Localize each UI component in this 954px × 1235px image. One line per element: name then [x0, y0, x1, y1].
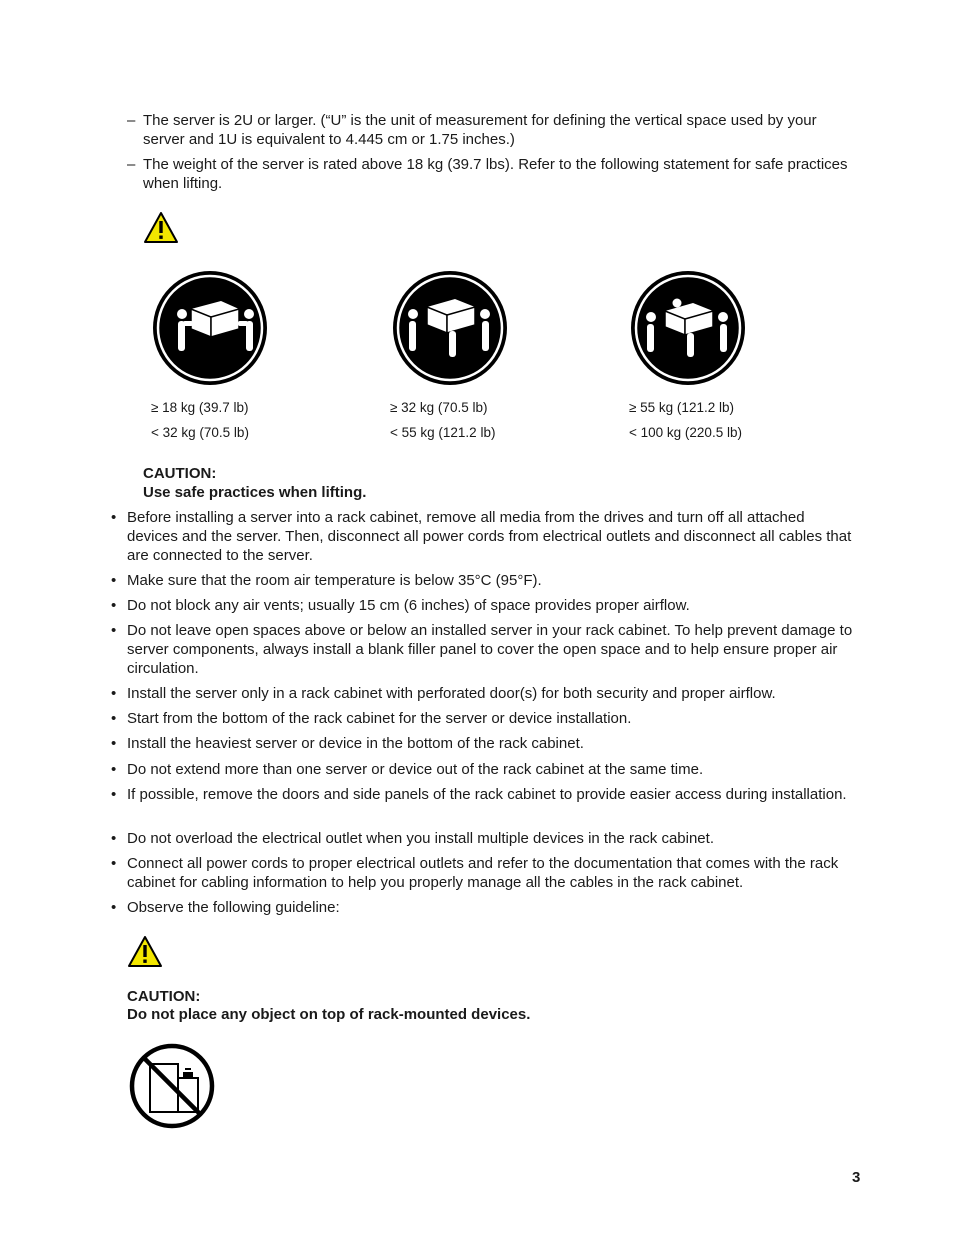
bullet-mark: •	[111, 761, 117, 778]
list-item-text: Do not leave open spaces above or below an installed server in your rack cabinet. To help prevent damage to server components, always install a blank filler panel to cover the open space and to help ensure proper air circulation.	[127, 622, 853, 677]
list-item-text: Before installing a server into a rack cabinet, remove all media from the drives and turn off all attached devices and the server. Then, disconnect all power cords from electrical outlets and disconnect all cables that are connected to the server.	[127, 509, 852, 564]
two-person-lift-icon	[151, 269, 269, 387]
caution-label: CAUTION:	[127, 988, 201, 1005]
bullet-mark: •	[111, 735, 117, 752]
bullet-mark: •	[111, 685, 117, 702]
list-item-text: Do not overload the electrical outlet when you install multiple devices in the rack cabinet.	[127, 830, 714, 847]
list-item-text: Make sure that the room air temperature is below 35°C (95°F).	[127, 572, 542, 589]
weight-min-label: ≥ 55 kg (121.2 lb)	[629, 400, 734, 415]
weight-min-label: ≥ 32 kg (70.5 lb)	[390, 400, 488, 415]
dash-text: The weight of the server is rated above 18 kg (39.7 lbs). Refer to the following statement for safe practices when lifting.	[143, 156, 848, 192]
warning-triangle-icon	[127, 935, 163, 968]
caution-text: Do not place any object on top of rack-mounted devices.	[127, 1006, 531, 1023]
no-objects-on-rack-icon	[128, 1042, 216, 1130]
warning-triangle-icon	[143, 211, 179, 244]
bullet-mark: •	[111, 622, 117, 639]
dash-mark: –	[127, 112, 136, 129]
list-item-text: Install the heaviest server or device in the bottom of the rack cabinet.	[127, 735, 584, 752]
list-item-text: Observe the following guideline:	[127, 899, 340, 916]
weight-min-label: ≥ 18 kg (39.7 lb)	[151, 400, 249, 415]
weight-max-label: < 55 kg (121.2 lb)	[390, 425, 496, 440]
bullet-mark: •	[111, 830, 117, 847]
bullet-mark: •	[111, 786, 117, 803]
list-item-text: Do not block any air vents; usually 15 cm (6 inches) of space provides proper airflow.	[127, 597, 690, 614]
caution-label: CAUTION:	[143, 465, 217, 482]
bullet-mark: •	[111, 710, 117, 727]
bullet-mark: •	[111, 572, 117, 589]
bullet-mark: •	[111, 855, 117, 872]
list-item-text: If possible, remove the doors and side panels of the rack cabinet to provide easier access during installation.	[127, 786, 847, 803]
bullet-mark: •	[111, 899, 117, 916]
bullet-mark: •	[111, 597, 117, 614]
three-person-lift-icon	[391, 269, 509, 387]
caution-text: Use safe practices when lifting.	[143, 484, 367, 501]
list-item-text: Install the server only in a rack cabinet with perforated door(s) for both security and proper airflow.	[127, 685, 776, 702]
page-number: 3	[852, 1169, 861, 1186]
bullet-mark: •	[111, 509, 117, 526]
four-person-lift-icon	[629, 269, 747, 387]
dash-text: The server is 2U or larger. (“U” is the unit of measurement for defining the vertical space used by your server and 1U is equivalent to 4.445 cm or 1.75 inches.)	[143, 112, 817, 148]
dash-mark: –	[127, 156, 136, 173]
list-item-text: Connect all power cords to proper electrical outlets and refer to the documentation that comes with the rack cabinet for cabling information to help you properly manage all the cables in the rack cabinet.	[127, 855, 839, 891]
list-item-text: Do not extend more than one server or device out of the rack cabinet at the same time.	[127, 761, 704, 778]
weight-max-label: < 32 kg (70.5 lb)	[151, 425, 249, 440]
weight-max-label: < 100 kg (220.5 lb)	[629, 425, 742, 440]
list-item-text: Start from the bottom of the rack cabinet for the server or device installation.	[127, 710, 632, 727]
